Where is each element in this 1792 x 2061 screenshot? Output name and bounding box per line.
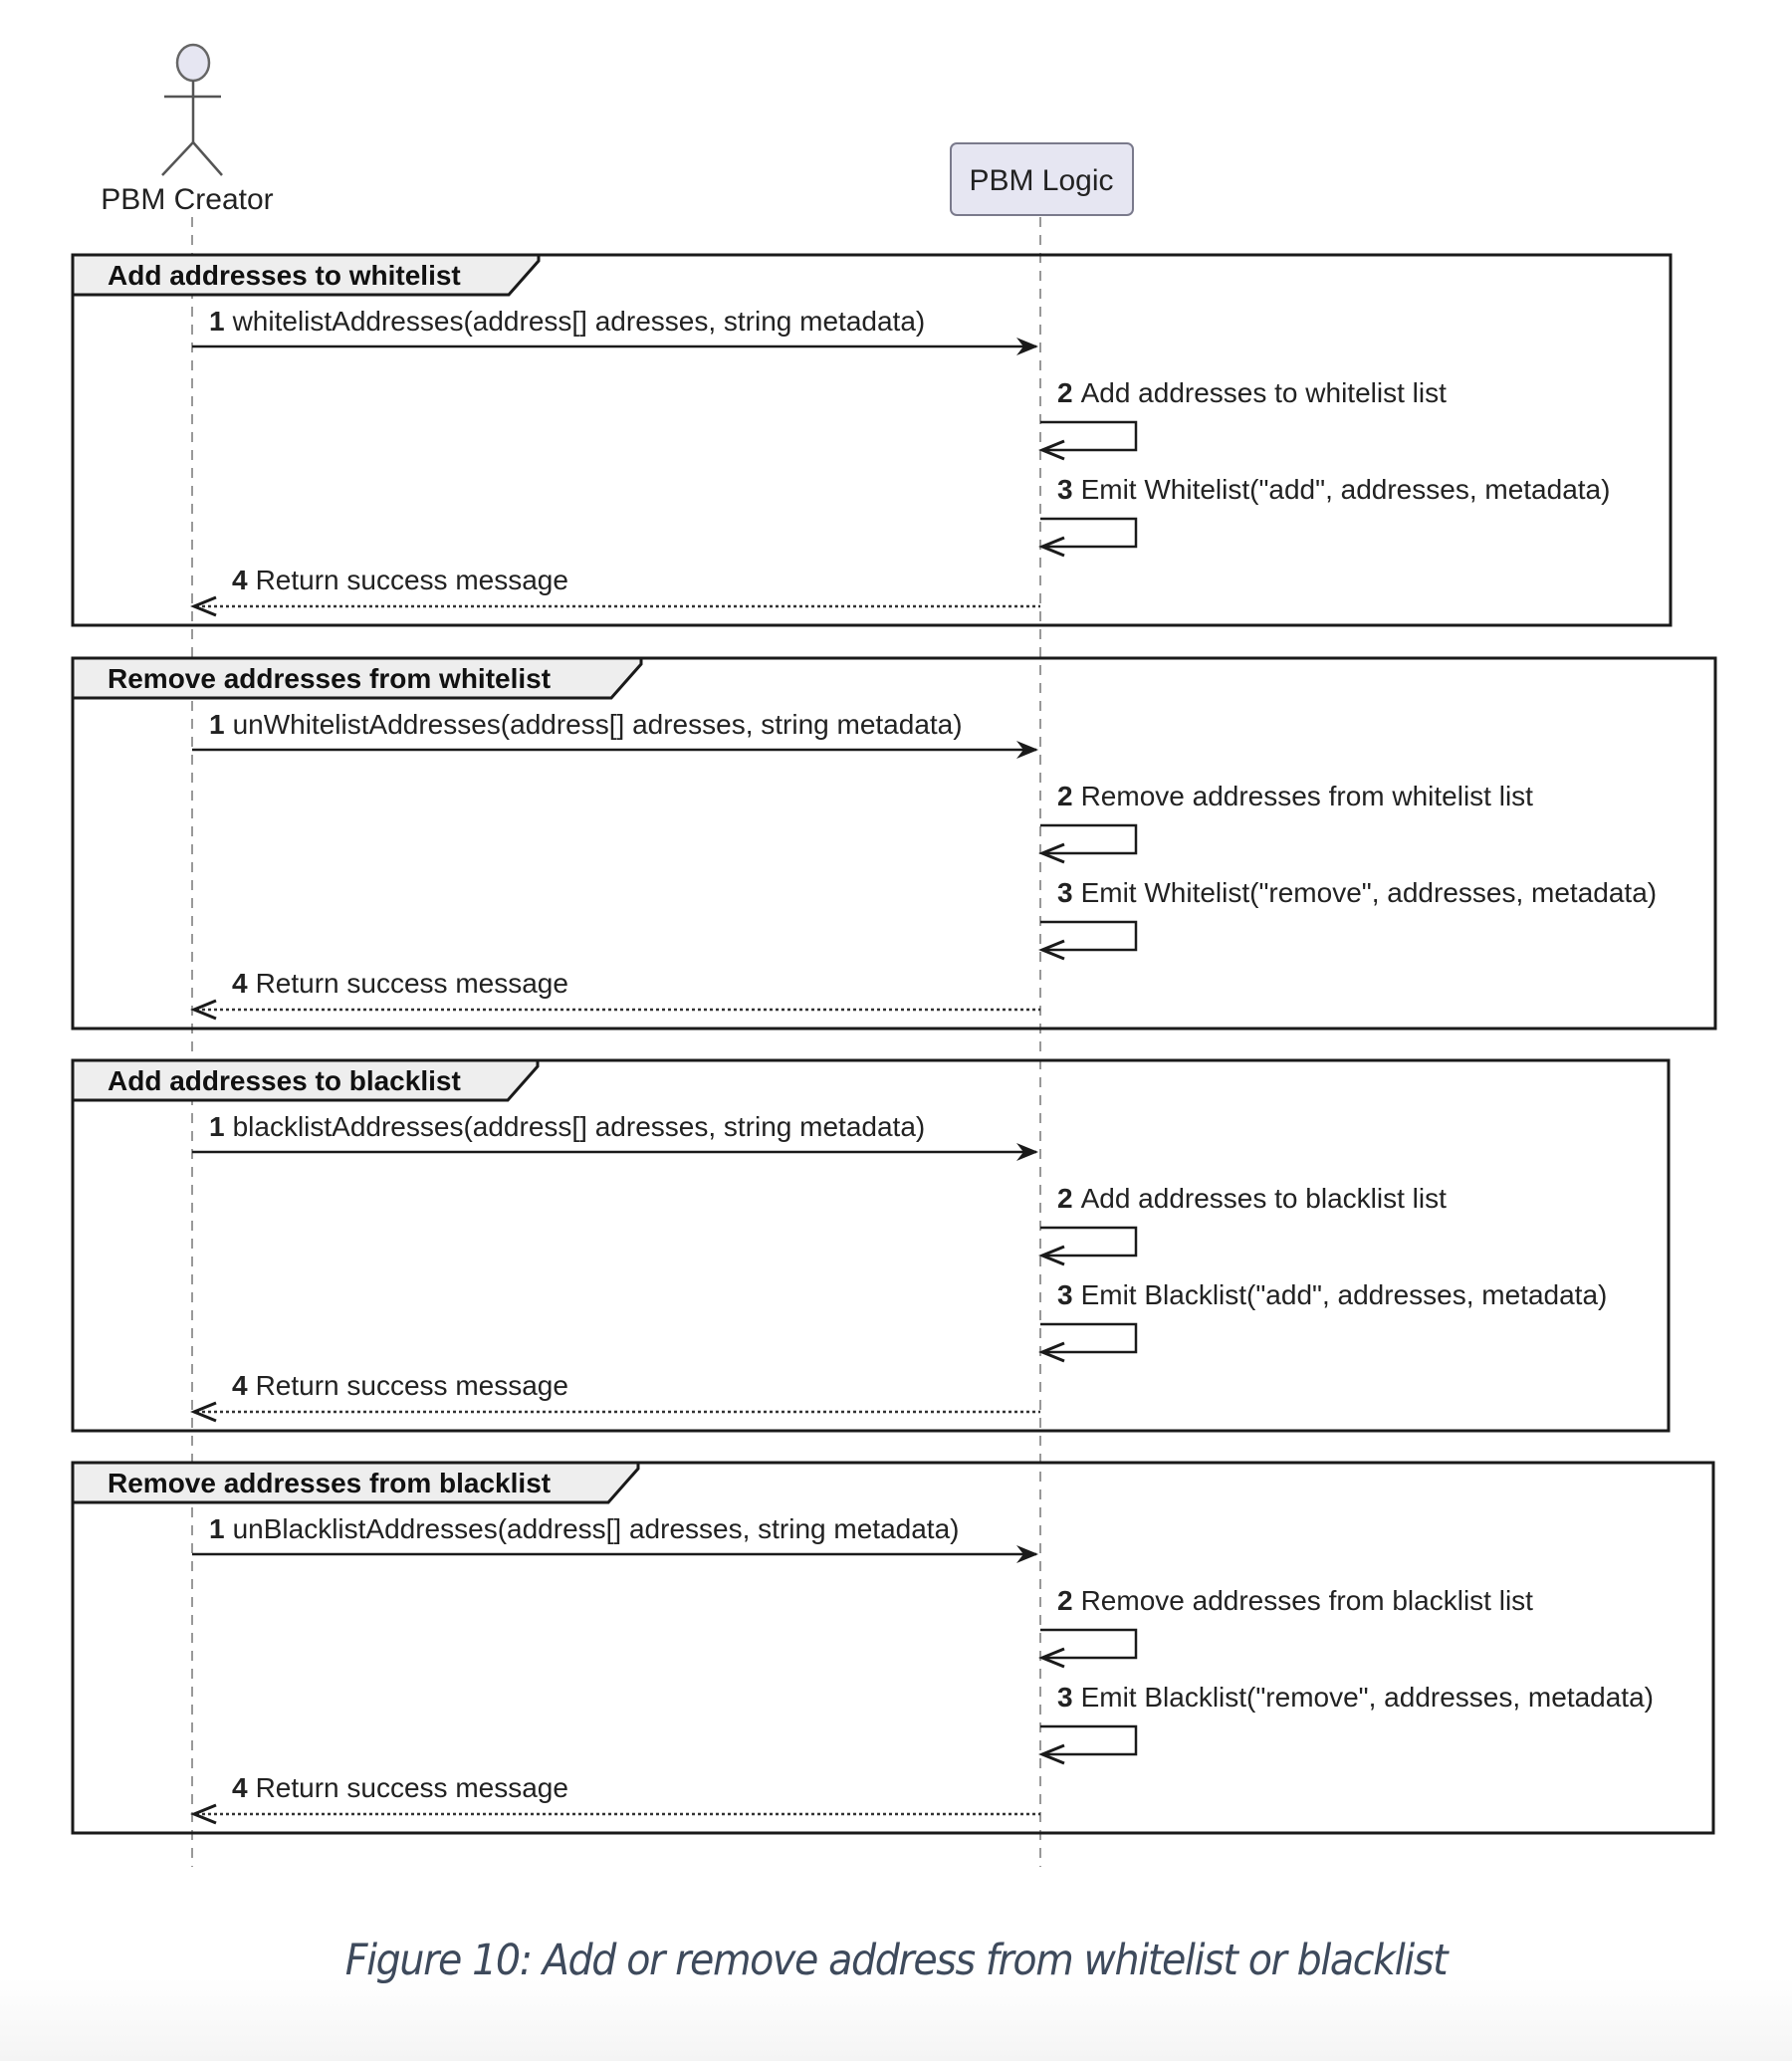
message-number: 1 (209, 306, 225, 337)
message-number: 2 (1057, 1183, 1073, 1214)
message-number: 2 (1057, 377, 1073, 408)
message-text: Add addresses to blacklist list (1080, 1183, 1447, 1214)
return-message-label (232, 968, 568, 999)
message-number: 3 (1057, 1682, 1073, 1713)
message-text: Return success message (255, 1772, 568, 1803)
frame-group (73, 1060, 1669, 1431)
participant-label: PBM Logic (969, 164, 1114, 197)
frame-group (73, 1463, 1713, 1833)
self-message-label (1057, 377, 1447, 408)
call-message-label (209, 1513, 959, 1544)
return-message-label (232, 1772, 568, 1803)
message-number: 2 (1057, 781, 1073, 811)
frame-title: Add addresses to blacklist (108, 1065, 461, 1096)
message-text: Emit Blacklist("add", addresses, metadata) (1080, 1279, 1608, 1310)
message-number: 3 (1057, 474, 1073, 505)
self-message-label (1057, 781, 1533, 811)
message-number: 1 (209, 709, 225, 740)
message-number: 1 (209, 1111, 225, 1142)
self-message-label (1057, 877, 1657, 908)
message-text: whitelistAddresses(address[] adresses, string metadata) (232, 306, 926, 337)
message-number: 2 (1057, 1585, 1073, 1616)
message-number: 3 (1057, 1279, 1073, 1310)
self-message-label (1057, 1279, 1607, 1310)
message-number: 4 (232, 1772, 248, 1803)
frame-title: Add addresses to whitelist (108, 260, 461, 291)
return-message-label (232, 565, 568, 595)
message-number: 1 (209, 1513, 225, 1544)
frame-group (73, 658, 1715, 1029)
actor-label: PBM Creator (101, 183, 274, 216)
frame-title: Remove addresses from whitelist (108, 663, 552, 694)
frame-title: Remove addresses from blacklist (108, 1468, 552, 1498)
message-text: Emit Whitelist("remove", addresses, metadata) (1080, 877, 1658, 908)
message-text: Emit Blacklist("remove", addresses, metadata) (1080, 1682, 1654, 1713)
message-text: blacklistAddresses(address[] adresses, string metadata) (232, 1111, 926, 1142)
message-text: Remove addresses from whitelist list (1080, 781, 1533, 811)
message-text: Return success message (255, 565, 568, 595)
call-message-label (209, 1111, 925, 1142)
self-message-label (1057, 1682, 1654, 1713)
actor-stick-figure-icon (162, 45, 222, 175)
message-text: Add addresses to whitelist list (1080, 377, 1447, 408)
call-message-label (209, 709, 963, 740)
return-message-label (232, 1370, 568, 1401)
message-text: Emit Whitelist("add", addresses, metadata) (1080, 474, 1611, 505)
self-message-label (1057, 1585, 1533, 1616)
message-text: unBlacklistAddresses(address[] adresses, string metadata) (232, 1513, 960, 1544)
message-text: Return success message (255, 1370, 568, 1401)
message-number: 4 (232, 1370, 248, 1401)
self-message-label (1057, 1183, 1447, 1214)
call-message-label (209, 306, 925, 337)
frame-group (73, 255, 1671, 625)
self-message-label (1057, 474, 1610, 505)
message-number: 3 (1057, 877, 1073, 908)
message-number: 4 (232, 565, 248, 595)
message-number: 4 (232, 968, 248, 999)
message-text: Remove addresses from blacklist list (1080, 1585, 1533, 1616)
message-text: unWhitelistAddresses(address[] adresses, string metadata) (232, 709, 963, 740)
figure-caption: Figure 10: Add or remove address from whitelist or blacklist (344, 1936, 1448, 1985)
message-text: Return success message (255, 968, 568, 999)
